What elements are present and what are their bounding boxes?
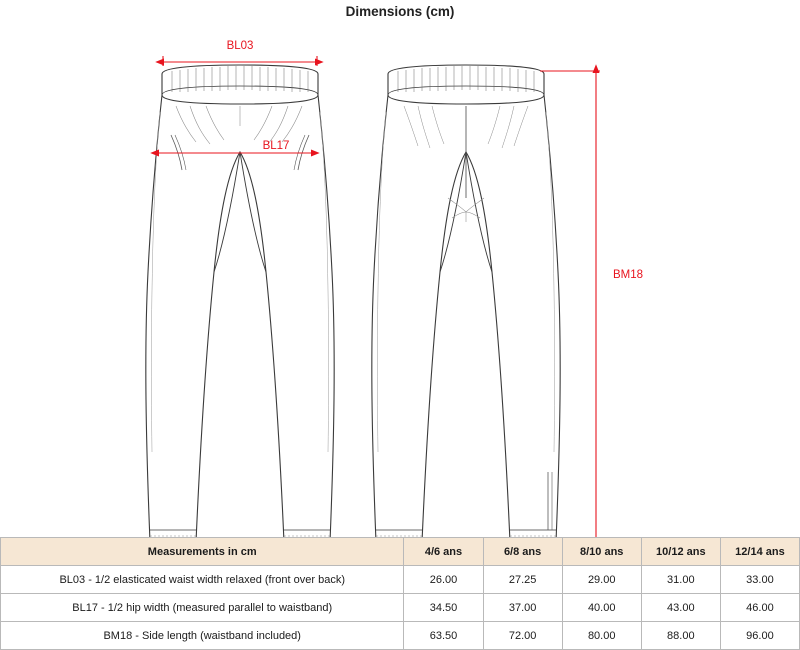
back-view-drawing <box>372 65 560 537</box>
column-header-size-2: 6/8 ans <box>483 538 562 566</box>
cell-bl17-size-5: 46.00 <box>720 594 799 622</box>
row-label-bm18: BM18 - Side length (waistband included) <box>1 622 404 650</box>
cell-bl17-size-3: 40.00 <box>562 594 641 622</box>
table-row <box>1 622 800 650</box>
callout-label-bm18: BM18 <box>612 269 644 281</box>
column-header-measurements: Measurements in cm <box>1 538 404 566</box>
table-row <box>1 594 800 622</box>
column-header-size-3: 8/10 ans <box>562 538 641 566</box>
column-header-size-5: 12/14 ans <box>720 538 799 566</box>
technical-drawing <box>0 22 800 537</box>
measurement-callouts <box>159 40 643 537</box>
cell-bl17-size-1: 34.50 <box>404 594 483 622</box>
cell-bl03-size-3: 29.00 <box>562 566 641 594</box>
measurements-table <box>0 537 800 650</box>
table-row <box>1 566 800 594</box>
cell-bl03-size-2: 27.25 <box>483 566 562 594</box>
front-view-drawing <box>146 65 334 537</box>
cell-bl03-size-1: 26.00 <box>404 566 483 594</box>
cell-bl17-size-4: 43.00 <box>641 594 720 622</box>
row-label-bl17: BL17 - 1/2 hip width (measured parallel to waistband) <box>1 594 404 622</box>
cell-bl17-size-2: 37.00 <box>483 594 562 622</box>
cell-bl03-size-5: 33.00 <box>720 566 799 594</box>
cell-bm18-size-1: 63.50 <box>404 622 483 650</box>
column-header-size-4: 10/12 ans <box>641 538 720 566</box>
callout-label-bl17: BL17 <box>262 140 290 152</box>
callout-label-bl03: BL03 <box>226 40 254 52</box>
table-header-row <box>1 538 800 566</box>
cell-bm18-size-4: 88.00 <box>641 622 720 650</box>
cell-bm18-size-5: 96.00 <box>720 622 799 650</box>
cell-bl03-size-4: 31.00 <box>641 566 720 594</box>
cell-bm18-size-3: 80.00 <box>562 622 641 650</box>
cell-bm18-size-2: 72.00 <box>483 622 562 650</box>
page-title: Dimensions (cm) <box>345 4 455 19</box>
column-header-size-1: 4/6 ans <box>404 538 483 566</box>
row-label-bl03: BL03 - 1/2 elasticated waist width relaxed (front over back) <box>1 566 404 594</box>
